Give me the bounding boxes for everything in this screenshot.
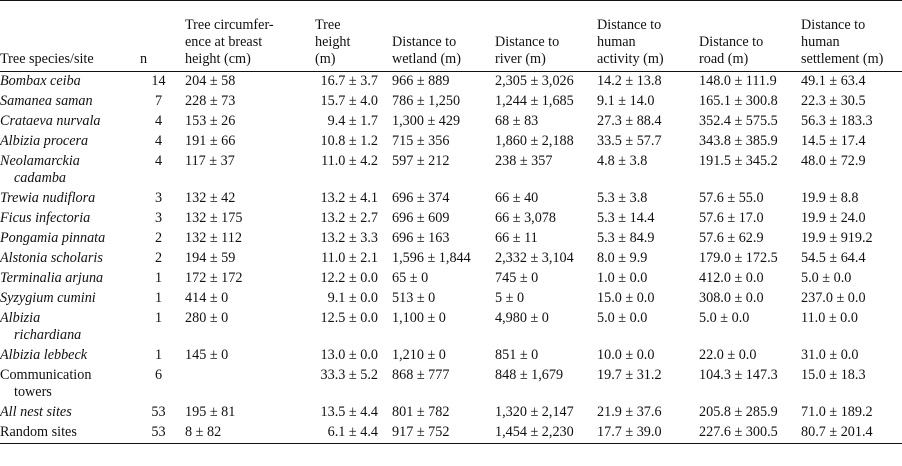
cell-distance-wetland: 917 ± 752 — [392, 424, 450, 440]
cell-distance-road: 104.3 ± 147.3 — [699, 367, 778, 383]
cell-distance-river: 5 ± 0 — [495, 290, 525, 306]
table-row — [0, 366, 902, 403]
cell-circumference: 153 ± 26 — [185, 113, 236, 129]
cell-distance-river: 68 ± 83 — [495, 113, 539, 129]
cell-tree-height: 6.1 ± 4.4 — [327, 424, 378, 440]
table-row — [0, 189, 902, 209]
cell-distance-road: 165.1 ± 300.8 — [699, 93, 778, 109]
cell-n: 3 — [154, 190, 163, 206]
species-name: Bombax ceiba — [0, 73, 81, 89]
cell-circumference: 194 ± 59 — [185, 250, 236, 266]
cell-distance-road: 227.6 ± 300.5 — [699, 424, 778, 440]
cell-distance-human-activity: 14.2 ± 13.8 — [597, 73, 662, 89]
cell-distance-wetland: 597 ± 212 — [392, 153, 450, 169]
species-name-continued: richardiana — [14, 327, 82, 343]
species-name: Samanea saman — [0, 93, 93, 109]
cell-n: 1 — [154, 310, 163, 326]
cell-distance-human-activity: 27.3 ± 88.4 — [597, 113, 662, 129]
table-row — [0, 346, 902, 366]
cell-distance-settlement: 80.7 ± 201.4 — [801, 424, 873, 440]
cell-circumference: 132 ± 112 — [185, 230, 242, 246]
header-row — [0, 1, 902, 72]
species-name: Trewia nudiflora — [0, 190, 96, 206]
cell-n: 1 — [154, 347, 163, 363]
cell-species — [0, 309, 134, 346]
cell-distance-road: 22.0 ± 0.0 — [699, 347, 757, 363]
cell-tree-height: 9.4 ± 1.7 — [327, 113, 378, 129]
cell-circumference: 195 ± 81 — [185, 404, 236, 420]
cell-n: 2 — [154, 250, 163, 266]
cell-distance-river: 851 ± 0 — [495, 347, 539, 363]
cell-distance-river: 1,320 ± 2,147 — [495, 404, 574, 420]
species-name: Ficus infectoria — [0, 210, 91, 226]
header-n: n — [140, 51, 148, 67]
cell-distance-settlement: 71.0 ± 189.2 — [801, 404, 873, 420]
cell-distance-wetland: 801 ± 782 — [392, 404, 450, 420]
species-name: Alstonia scholaris — [0, 250, 103, 266]
cell-distance-wetland: 696 ± 163 — [392, 230, 450, 246]
header-distance-human-activity: Distance to human activity (m) — [597, 17, 664, 67]
cell-n: 4 — [154, 113, 163, 129]
species-name: Syzygium cumini — [0, 290, 96, 306]
cell-species — [0, 132, 134, 152]
cell-species — [0, 403, 134, 423]
cell-distance-settlement: 31.0 ± 0.0 — [801, 347, 859, 363]
cell-tree-height: 11.0 ± 4.2 — [321, 153, 378, 169]
cell-circumference: 172 ± 172 — [185, 270, 243, 286]
cell-distance-settlement: 11.0 ± 0.0 — [801, 310, 858, 326]
cell-distance-human-activity: 19.7 ± 31.2 — [597, 367, 662, 383]
table-row — [0, 403, 902, 423]
cell-circumference: 280 ± 0 — [185, 310, 229, 326]
cell-distance-road: 352.4 ± 575.5 — [699, 113, 778, 129]
table-row — [0, 423, 902, 444]
cell-species — [0, 346, 134, 366]
cell-tree-height: 16.7 ± 3.7 — [320, 73, 378, 89]
cell-circumference: 204 ± 58 — [185, 73, 236, 89]
cell-distance-road: 57.6 ± 55.0 — [699, 190, 764, 206]
table-row — [0, 309, 902, 346]
cell-distance-settlement: 48.0 ± 72.9 — [801, 153, 866, 169]
header-distance-river: Distance to river (m) — [495, 34, 560, 67]
table-body — [0, 72, 902, 444]
cell-tree-height: 12.2 ± 0.0 — [320, 270, 378, 286]
cell-distance-river: 2,305 ± 3,026 — [495, 73, 574, 89]
cell-circumference: 117 ± 37 — [185, 153, 235, 169]
cell-tree-height: 13.2 ± 2.7 — [320, 210, 378, 226]
cell-distance-road: 148.0 ± 111.9 — [699, 73, 777, 89]
species-name: Crataeva nurvala — [0, 113, 101, 129]
cell-circumference: 191 ± 66 — [185, 133, 236, 149]
species-name: Communication — [0, 367, 92, 383]
species-name: Random sites — [0, 424, 77, 440]
cell-distance-wetland: 696 ± 374 — [392, 190, 450, 206]
cell-n: 6 — [154, 367, 163, 383]
cell-distance-wetland: 966 ± 889 — [392, 73, 450, 89]
cell-n: 53 — [151, 424, 166, 440]
cell-distance-human-activity: 9.1 ± 14.0 — [597, 93, 655, 109]
cell-tree-height: 10.8 ± 1.2 — [320, 133, 378, 149]
table-row — [0, 269, 902, 289]
cell-species — [0, 249, 134, 269]
cell-distance-wetland: 1,210 ± 0 — [392, 347, 446, 363]
cell-circumference: 132 ± 175 — [185, 210, 243, 226]
cell-tree-height: 13.0 ± 0.0 — [320, 347, 378, 363]
cell-n: 53 — [151, 404, 166, 420]
cell-tree-height: 12.5 ± 0.0 — [320, 310, 378, 326]
cell-distance-river: 1,454 ± 2,230 — [495, 424, 574, 440]
cell-distance-settlement: 19.9 ± 8.8 — [801, 190, 859, 206]
cell-distance-road: 179.0 ± 172.5 — [699, 250, 778, 266]
cell-distance-human-activity: 5.3 ± 3.8 — [597, 190, 648, 206]
species-name: Neolamarckia — [0, 153, 80, 169]
cell-distance-road: 57.6 ± 17.0 — [699, 210, 764, 226]
cell-circumference: 228 ± 73 — [185, 93, 236, 109]
species-name: All nest sites — [0, 404, 72, 420]
header-distance-road: Distance to road (m) — [699, 34, 764, 67]
cell-distance-river: 2,332 ± 3,104 — [495, 250, 574, 266]
cell-distance-river: 238 ± 357 — [495, 153, 553, 169]
cell-distance-road: 412.0 ± 0.0 — [699, 270, 764, 286]
cell-n: 14 — [151, 73, 166, 89]
cell-distance-human-activity: 8.0 ± 9.9 — [597, 250, 648, 266]
cell-tree-height: 33.3 ± 5.2 — [320, 367, 378, 383]
cell-distance-settlement: 5.0 ± 0.0 — [801, 270, 852, 286]
table-row — [0, 152, 902, 189]
cell-distance-road: 191.5 ± 345.2 — [699, 153, 778, 169]
table-row — [0, 249, 902, 269]
cell-distance-wetland: 696 ± 609 — [392, 210, 450, 226]
table-row — [0, 132, 902, 152]
cell-distance-human-activity: 4.8 ± 3.8 — [597, 153, 648, 169]
table-row — [0, 72, 902, 93]
cell-species — [0, 92, 134, 112]
cell-circumference: 8 ± 82 — [185, 424, 222, 440]
cell-circumference: 414 ± 0 — [185, 290, 229, 306]
table-row — [0, 229, 902, 249]
table-row — [0, 92, 902, 112]
species-name: Pongamia pinnata — [0, 230, 106, 246]
cell-distance-human-activity: 17.7 ± 39.0 — [597, 424, 662, 440]
cell-distance-river: 1,860 ± 2,188 — [495, 133, 574, 149]
cell-distance-settlement: 19.9 ± 919.2 — [801, 230, 873, 246]
cell-distance-river: 66 ± 11 — [495, 230, 538, 246]
cell-species — [0, 229, 134, 249]
cell-tree-height: 13.5 ± 4.4 — [320, 404, 378, 420]
cell-distance-settlement: 49.1 ± 63.4 — [801, 73, 866, 89]
header-circumference: Tree circumfer- ence at breast height (cm) — [185, 17, 274, 67]
table-row — [0, 209, 902, 229]
species-name: Albizia procera — [0, 133, 89, 149]
cell-distance-wetland: 868 ± 777 — [392, 367, 450, 383]
cell-n: 1 — [154, 290, 163, 306]
cell-distance-river: 1,244 ± 1,685 — [495, 93, 574, 109]
cell-n: 3 — [154, 210, 163, 226]
cell-distance-settlement: 54.5 ± 64.4 — [801, 250, 866, 266]
cell-species — [0, 189, 134, 209]
cell-distance-settlement: 237.0 ± 0.0 — [801, 290, 866, 306]
cell-distance-wetland: 513 ± 0 — [392, 290, 436, 306]
species-name-continued: towers — [14, 384, 52, 400]
cell-distance-human-activity: 5.0 ± 0.0 — [597, 310, 648, 326]
cell-distance-river: 66 ± 3,078 — [495, 210, 556, 226]
cell-distance-wetland: 1,100 ± 0 — [392, 310, 446, 326]
cell-distance-human-activity: 5.3 ± 84.9 — [597, 230, 655, 246]
cell-species — [0, 72, 134, 93]
cell-species — [0, 366, 134, 403]
cell-distance-settlement: 14.5 ± 17.4 — [801, 133, 866, 149]
header-species: Tree species/site — [0, 51, 94, 67]
species-name: Albizia — [0, 310, 41, 326]
cell-species — [0, 289, 134, 309]
cell-distance-settlement: 19.9 ± 24.0 — [801, 210, 866, 226]
species-name: Albizia lebbeck — [0, 347, 88, 363]
table-row — [0, 289, 902, 309]
cell-tree-height: 13.2 ± 4.1 — [320, 190, 378, 206]
cell-distance-human-activity: 1.0 ± 0.0 — [597, 270, 648, 286]
cell-distance-road: 308.0 ± 0.0 — [699, 290, 764, 306]
cell-distance-river: 745 ± 0 — [495, 270, 539, 286]
cell-distance-road: 57.6 ± 62.9 — [699, 230, 764, 246]
cell-distance-road: 5.0 ± 0.0 — [699, 310, 750, 326]
cell-distance-wetland: 65 ± 0 — [392, 270, 429, 286]
cell-distance-wetland: 715 ± 356 — [392, 133, 450, 149]
cell-distance-river: 848 ± 1,679 — [495, 367, 564, 383]
header-distance-settlement: Distance to human settlement (m) — [801, 17, 884, 67]
table-header — [0, 1, 902, 72]
cell-circumference: 145 ± 0 — [185, 347, 229, 363]
cell-tree-height: 9.1 ± 0.0 — [327, 290, 378, 306]
cell-circumference — [185, 366, 315, 403]
cell-tree-height: 13.2 ± 3.3 — [320, 230, 378, 246]
cell-n: 7 — [154, 93, 163, 109]
cell-distance-wetland: 1,596 ± 1,844 — [392, 250, 471, 266]
cell-distance-road: 205.8 ± 285.9 — [699, 404, 778, 420]
cell-n: 2 — [154, 230, 163, 246]
header-distance-wetland: Distance to wetland (m) — [392, 34, 461, 67]
cell-distance-human-activity: 10.0 ± 0.0 — [597, 347, 655, 363]
cell-species — [0, 152, 134, 189]
cell-species — [0, 112, 134, 132]
species-name: Terminalia arjuna — [0, 270, 104, 286]
cell-n: 4 — [154, 153, 163, 169]
cell-distance-wetland: 1,300 ± 429 — [392, 113, 461, 129]
cell-distance-human-activity: 5.3 ± 14.4 — [597, 210, 655, 226]
cell-distance-wetland: 786 ± 1,250 — [392, 93, 461, 109]
cell-n: 4 — [154, 133, 163, 149]
cell-circumference: 132 ± 42 — [185, 190, 236, 206]
cell-tree-height: 15.7 ± 4.0 — [320, 93, 378, 109]
species-name-continued: cadamba — [14, 170, 67, 186]
cell-species — [0, 423, 134, 444]
cell-distance-human-activity: 15.0 ± 0.0 — [597, 290, 655, 306]
table-row — [0, 112, 902, 132]
header-tree-height: Tree height (m) — [315, 17, 351, 67]
cell-distance-settlement: 56.3 ± 183.3 — [801, 113, 873, 129]
cell-distance-human-activity: 21.9 ± 37.6 — [597, 404, 662, 420]
cell-species — [0, 269, 134, 289]
cell-distance-settlement: 15.0 ± 18.3 — [801, 367, 866, 383]
cell-distance-river: 66 ± 40 — [495, 190, 539, 206]
cell-n: 1 — [154, 270, 163, 286]
cell-distance-human-activity: 33.5 ± 57.7 — [597, 133, 662, 149]
cell-distance-settlement: 22.3 ± 30.5 — [801, 93, 866, 109]
cell-distance-road: 343.8 ± 385.9 — [699, 133, 778, 149]
cell-distance-river: 4,980 ± 0 — [495, 310, 549, 326]
cell-species — [0, 209, 134, 229]
cell-tree-height: 11.0 ± 2.1 — [321, 250, 378, 266]
